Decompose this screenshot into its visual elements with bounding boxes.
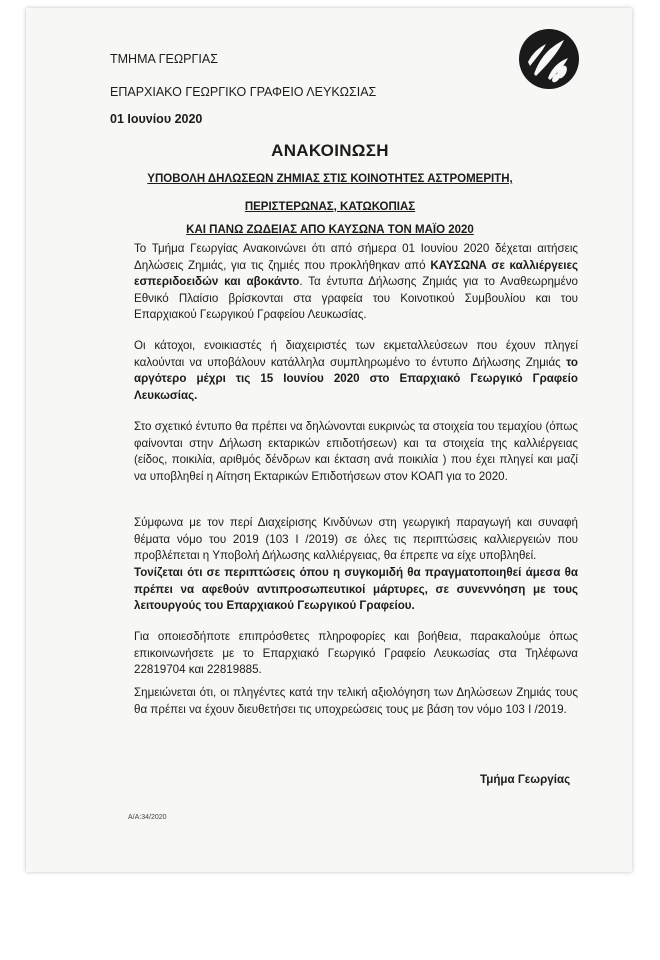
document-date: 01 Ιουνίου 2020 — [110, 112, 203, 126]
signature: Τμήμα Γεωργίας — [480, 773, 571, 786]
paragraph-deadline — [134, 338, 578, 404]
office-name: ΕΠΑΡΧΙΑΚΟ ΓΕΩΡΓΙΚΟ ΓΡΑΦΕΙΟ ΛΕΥΚΩΣΙΑΣ — [110, 85, 377, 99]
subject-line-3: ΚΑΙ ΠΑΝΩ ΖΩΔΕΙΑΣ ΑΠΟ ΚΑΥΣΩΝΑ ΤΟΝ ΜΑΪΟ 2020 — [186, 224, 474, 236]
department-name: ΤΜΗΜΑ ΓΕΩΡΓΙΑΣ — [110, 52, 218, 66]
subject-line-1: ΥΠΟΒΟΛΗ ΔΗΛΩΣΕΩΝ ΖΗΜΙΑΣ ΣΤΙΣ ΚΟΙΝΟΤΗΤΕΣ ΑΣΤΡΟΜΕΡΙΤΗ, — [147, 173, 513, 185]
paragraph-obligations: Σημειώνεται ότι, οι πληγέντες κατά την τελική αξιολόγηση των Δηλώσεων Ζημιάς τους θα πρέπει να έχουν διευθετήσει τις υποχρεώσεις τους με βάση τον νόμο 103 Ι /2019. — [134, 686, 578, 716]
paragraph-law: Σύμφωνα με τον περί Διαχείρισης Κινδύνων στη γεωργική παραγωγή και συναφή θέματα νόμο του 2019 (103 Ι /2019) σε όλες τις περιπτώσεις καλλιεργειών που προβλέπεται η Υποβολή Δήλωσης καλλιέργειας, θα έπρεπε να είχε υποβληθεί. — [134, 516, 578, 563]
paragraph-harvest-note — [134, 565, 578, 615]
reference-number: Α/Α:34/2020 — [128, 814, 167, 821]
paragraph-1-bold: ΚΑΥΣΩΝΑ σε καλλιέργειες εσπεριδοειδών και αβοκάντο — [134, 258, 578, 289]
paragraph-5-bold: Τονίζεται ότι σε περιπτώσεις όπου η συγκομιδή θα πραγματοποιηθεί άμεσα θα πρέπει να αφεθούν αντιπροσωπευτικοί μάρτυρες, σε συνεννόηση με τους λειτουργούς του Επαρχιακού Γεωργικού Γραφείου. — [134, 566, 578, 613]
paragraph-2-bold: το αργότερο μέχρι τις 15 Ιουνίου 2020 στο Επαρχιακό Γεωργικό Γραφείο Λευκωσίας. — [134, 355, 578, 402]
announcement-title: ΑΝΑΚΟΙΝΩΣΗ — [271, 141, 389, 160]
paragraph-contact: Για οποιεσδήποτε επιπρόσθετες πληροφορίες και βοήθεια, παρακαλούμε όπως επικοινωνήσετε με το Επαρχιακό Γεωργικό Γραφείο Λευκωσίας στα Τηλέφωνα 22819704 και 22819885. — [134, 630, 578, 677]
paragraph-form-details: Στο σχετικό έντυπο θα πρέπει να δηλώνονται ευκρινώς τα στοιχεία του τεμαχίου (όπως φαίνονται στην Δήλωση εκταρικών επιδοτήσεων) και τα στοιχεία της καλλιέργειας (είδος, ποικιλία, αριθμός δένδρων και έκταση ανά ποικιλία ) που έχει πληγεί και μαζί να υποβληθεί η Αίτηση Εκταρικών Επιδοτήσεων στον ΚΟΑΠ για το 2020. — [134, 420, 578, 483]
paragraph-2-text-a: Οι κάτοχοι, ενοικιαστές ή διαχειριστές των εκμεταλλεύσεων που έχουν πληγεί καλούνται να υποβάλουν κατάλληλα συμπληρωμένο το έντυπο Δήλωσης Ζημιάς — [134, 339, 578, 369]
subject-line-2: ΠΕΡΙΣΤΕΡΩΝΑΣ, ΚΑΤΩΚΟΠΙΑΣ — [244, 201, 416, 213]
department-of-agriculture-emblem-icon — [518, 28, 580, 90]
paragraph-announcement — [134, 241, 578, 324]
paragraph-1-text-a: Το Τμήμα Γεωργίας Ανακοινώνει ότι από σήμερα 01 Ιουνίου 2020 δέχεται αιτήσεις Δηλώσεις Ζημιάς, για τις ζημιές που προκλήθηκαν από — [134, 242, 578, 272]
paragraph-1-text-c: . Τα έντυπα Δήλωσης Ζημιάς για το Αναθεωρημένο Εθνικό Πλαίσιο βρίσκονται στα γραφεία του Κοινοτικού Συμβουλίου και του Επαρχιακού Γεωργικού Γραφείου Λευκωσίας. — [134, 275, 578, 322]
